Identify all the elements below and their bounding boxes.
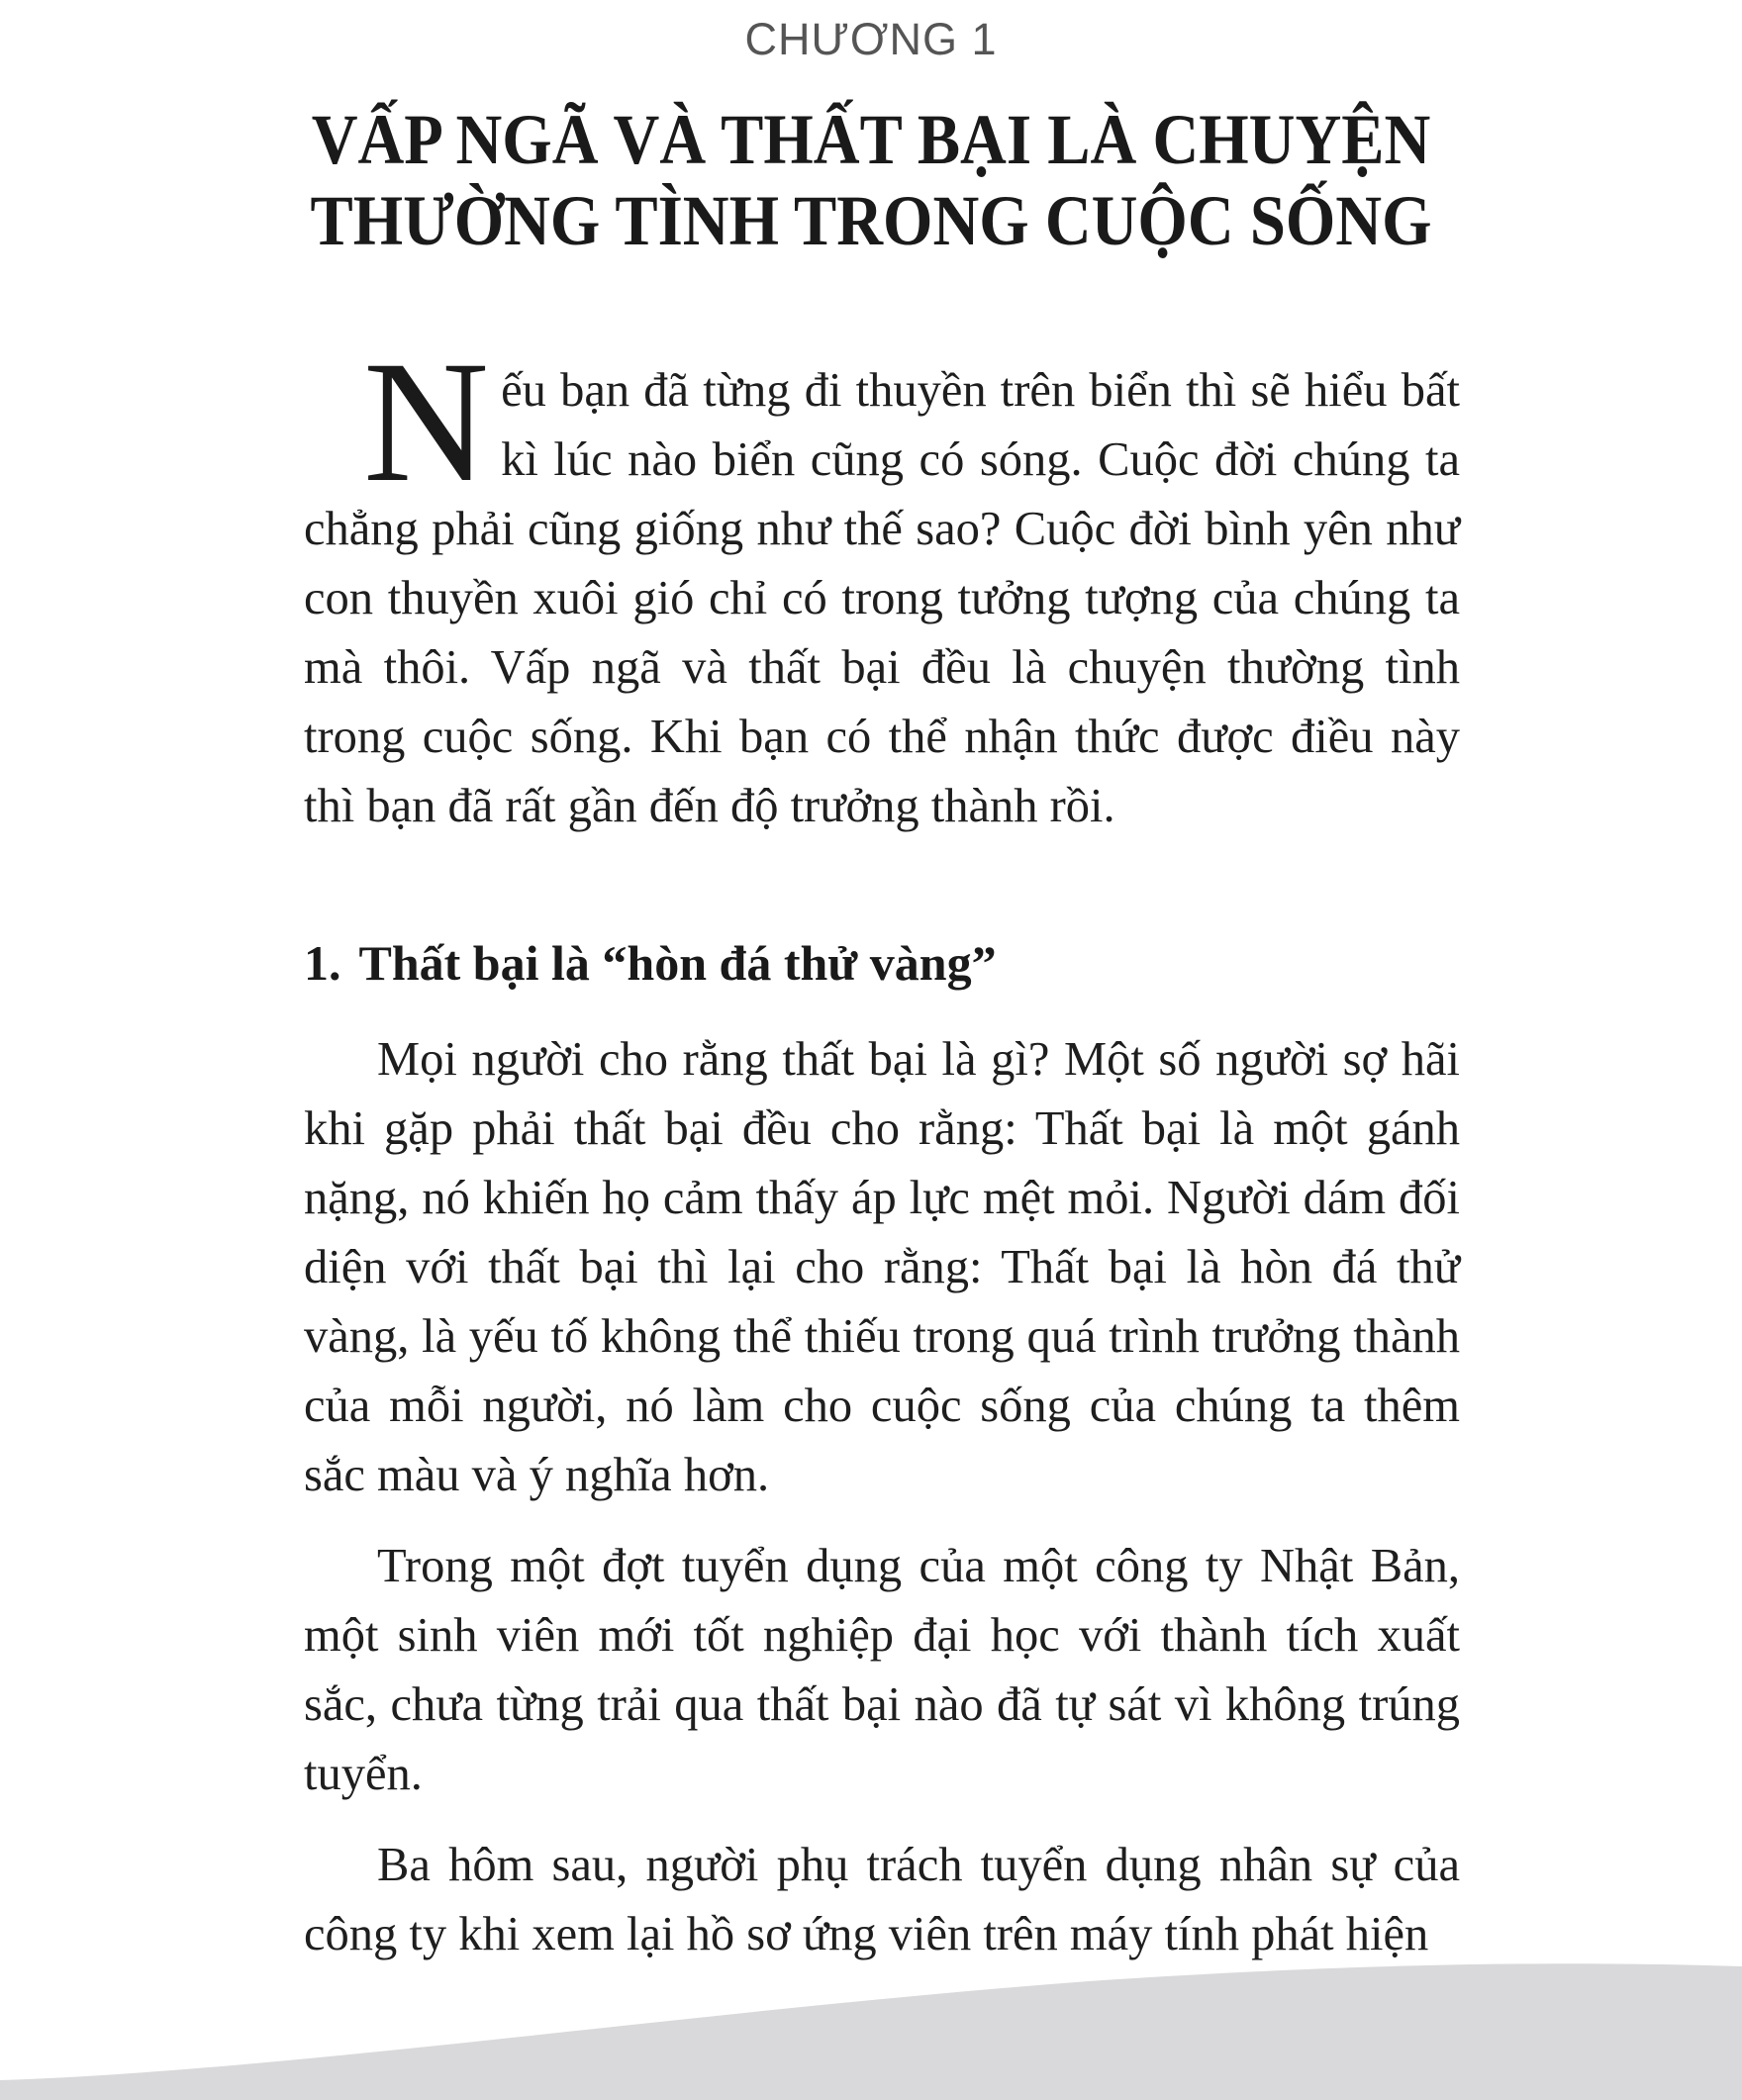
body-paragraph-1: Mọi người cho rằng thất bại là gì? Một số người sợ hãi khi gặp phải thất bại đều cho rằng: Thất bại là một gánh nặng, nó khiến họ cảm thấy áp lực mệt mỏi. Người dám đối diện với thất bại thì lại cho rằng: Thất bại là hòn đá thử vàng, là yếu tố không thể thiếu trong quá trình trưởng thành của mỗi người, nó làm cho cuộc sống của chúng ta thêm sắc màu và ý nghĩa hơn. bbox=[304, 1033, 1460, 1501]
chapter-title-line-2: THƯỜNG TÌNH TRONG CUỘC SỐNG bbox=[310, 181, 1432, 260]
section-number: 1. bbox=[304, 935, 341, 991]
body-paragraph-2: Trong một đợt tuyển dụng của một công ty Nhật Bản, một sinh viên mới tốt nghiệp đại học với thành tích xuất sắc, chưa từng trải qua thất bại nào đã tự sát vì không trúng tuyển. bbox=[304, 1540, 1460, 1800]
page-curl-decoration bbox=[0, 1922, 1742, 2100]
body-paragraph-3: Ba hôm sau, người phụ trách tuyển dụng nhân sự của công ty khi xem lại hồ sơ ứng viên trên máy tính phát hiện bbox=[304, 1839, 1460, 1960]
section-heading bbox=[304, 928, 1460, 998]
chapter-title bbox=[87, 99, 1655, 261]
intro-text: ếu bạn đã từng đi thuyền trên biển thì sẽ hiểu bất kì lúc nào biển cũng có sóng. Cuộc đời chúng ta chẳng phải cũng giống như thế sao? Cuộc đời bình yên như con thuyền xuôi gió chỉ có trong tưởng tượng của chúng ta mà thôi. Vấp ngã và thất bại đều là chuyện thường tình trong cuộc sống. Khi bạn có thể nhận thức được điều này thì bạn đã rất gần đến độ trưởng thành rồi. bbox=[304, 364, 1460, 832]
intro-paragraph bbox=[304, 326, 1460, 841]
page-curl-shape bbox=[0, 1963, 1742, 2100]
chapter-label: CHƯƠNG 1 bbox=[744, 14, 998, 64]
section-title: Thất bại là “hòn đá thử vàng” bbox=[358, 935, 997, 991]
chapter-title-line-1: VẤP NGÃ VÀ THẤT BẠI LÀ CHUYỆN bbox=[311, 100, 1431, 179]
chapter-body bbox=[304, 326, 1460, 1969]
drop-cap: N bbox=[363, 326, 490, 519]
